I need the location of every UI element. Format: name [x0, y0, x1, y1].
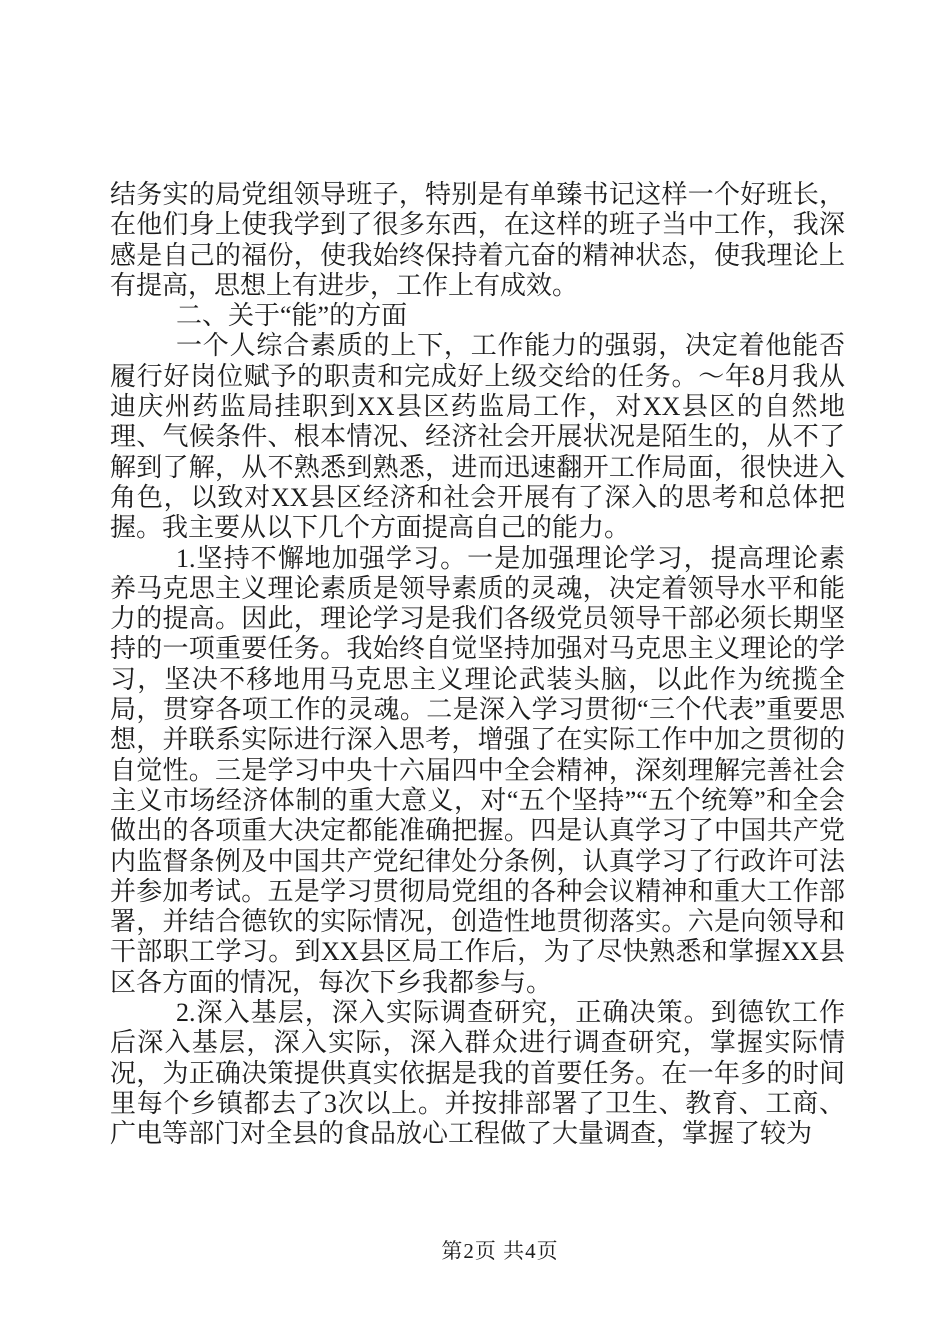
paragraph: 2.深入基层，深入实际调查研究，正确决策。到德钦工作后深入基层，深入实际，深入群众进行调查研究，掌握实际情况，为正确决策提供真实依据是我的首要任务。在一年多的时间里每个乡镇都去了3次以上。并按排部署了卫生、教育、工商、广电等部门对全县的食品放心工程做了大量调查，掌握了较为	[110, 998, 845, 1149]
paragraph: 二、关于“能”的方面	[176, 301, 408, 331]
paragraph: 结务实的局党组领导班子，特别是有单臻书记这样一个好班长，在他们身上使我学到了很多东西，在这样的班子当中工作，我深感是自己的福份，使我始终保持着亢奋的精神状态，使我理论上有提高，思想上有进步，工作上有成效。	[110, 180, 845, 300]
document-body	[110, 180, 845, 1150]
paragraph: 一个人综合素质的上下，工作能力的强弱，决定着他能否履行好岗位赋予的职责和完成好上级交给的任务。～年8月我从迪庆州药监局挂职到XX县区药监局工作，对XX县区的自然地理、气候条件、根本情况、经济社会开展状况是陌生的，从不了解到了解，从不熟悉到熟悉，进而迅速翻开工作局面，很快进入角色，以致对XX县区经济和社会开展有了深入的思考和总体把握。我主要从以下几个方面提高自己的能力。	[110, 331, 845, 543]
paragraph: 1.坚持不懈地加强学习。一是加强理论学习，提高理论素养马克思主义理论素质是领导素质的灵魂，决定着领导水平和能力的提高。因此，理论学习是我们各级党员领导干部必须长期坚持的一项重要任务。我始终自觉坚持加强对马克思主义理论的学习，坚决不移地用马克思主义理论武装头脑，以此作为统揽全局，贯穿各项工作的灵魂。二是深入学习贯彻“三个代表”重要思想，并联系实际进行深入思考，增强了在实际工作中加之贯彻的自觉性。三是学习中央十六届四中全会精神，深刻理解完善社会主义市场经济体制的重大意义，对“五个坚持”“五个统筹”和全会做出的各项重大决定都能准确把握。四是认真学习了中国共产党内监督条例及中国共产党纪律处分条例，认真学习了行政许可法并参加考试。五是学习贯彻局党组的各种会议精神和重大工作部署，并结合德钦的实际情况，创造性地贯彻落实。六是向领导和干部职工学习。到XX县区局工作后，为了尽快熟悉和掌握XX县区各方面的情况，每次下乡我都参与。	[110, 543, 845, 997]
page-footer	[110, 1238, 890, 1264]
page-number-label: 第2页 共4页	[441, 1239, 559, 1263]
